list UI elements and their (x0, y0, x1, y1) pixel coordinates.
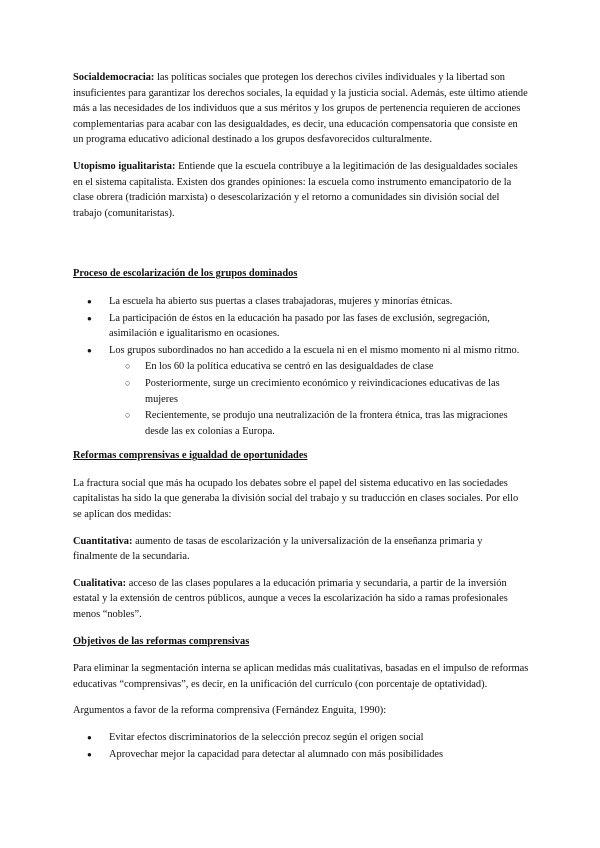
term-cualitativa: Cualitativa: (73, 577, 127, 589)
paragraph-socialdemocracia (73, 70, 529, 148)
paragraph-utopismo (73, 159, 529, 221)
text-utopismo: Entiende que la escuela contribuye a la legitimación de las desigualdades sociales en el sistema capitalista. Existen dos grandes opiniones: la escuela como instrumento emancipatorio de la clase obrera (tradición marxista) o desescolarización y el retorno a comunidades sin división social del trabajo (comunitaristas). (73, 160, 518, 219)
term-utopismo: Utopismo igualitarista: (73, 160, 176, 172)
sublist-proceso (109, 359, 529, 439)
list-item: ● La escuela ha abierto sus puertas a clases trabajadoras, mujeres y minorías étnicas. (73, 294, 529, 310)
sublist-item: ○ Posteriormente, surge un crecimiento económico y reivindicaciones educativas de las mujeres (73, 376, 529, 407)
list-item: ● La participación de éstos en la educación ha pasado por las fases de exclusión, segregación, asimilación e igualitarismo en ocasiones. (73, 311, 529, 342)
list-argumentos (73, 730, 529, 762)
list-item: ● Evitar efectos discriminatorios de la selección precoz según el origen social (73, 730, 529, 746)
paragraph-cuantitativa (73, 534, 529, 565)
paragraph-reformas-intro: La fractura social que más ha ocupado los debates sobre el papel del sistema educativo en las sociedades capitalistas ha sido la que generaba la división social del trabajo y su traducción en clases sociales. Por ello se aplican dos medidas: (73, 477, 519, 521)
text-socialdemocracia: las políticas sociales que protegen los derechos civiles individuales y la libertad son insuficientes para garantizar los derechos sociales, la equidad y la justicia social. Además, este último atiende más a las necesidades de los individuos que a sus méritos y los grupos de pertenencia requieren de acciones complementarias para acabar con las desigualdades, es decir, una educación compensatoria que consiste en un programa educativo adicional destinado a los grupos desfavorecidos culturalmente. (73, 72, 528, 146)
paragraph-objetivos-intro: Para eliminar la segmentación interna se aplican medidas más cualitativas, basadas en el impulso de reformas educativas “comprensivas”, es decir, en la unificación del currículo (con porcentaje de optatividad). (73, 663, 529, 690)
list-item-text: Los grupos subordinados no han accedido a la escuela ni en el mismo momento ni al mismo ritmo. (109, 344, 520, 356)
list-item (73, 343, 529, 440)
paragraph-argumentos: Argumentos a favor de la reforma comprensiva (Fernández Enguita, 1990): (73, 705, 387, 717)
document-body (73, 70, 529, 763)
sublist-item: ○ En los 60 la política educativa se centró en las desigualdades de clase (73, 359, 529, 375)
list-proceso (73, 294, 529, 439)
paragraph-cualitativa (73, 576, 529, 623)
heading-proceso: Proceso de escolarización de los grupos dominados (73, 268, 298, 280)
heading-reformas: Reformas comprensivas e igualdad de oportunidades (73, 450, 308, 462)
term-cuantitativa: Cuantitativa: (73, 535, 133, 547)
term-socialdemocracia: Socialdemocracia: (73, 72, 155, 83)
text-cualitativa: acceso de las clases populares a la educación primaria y secundaria, a partir de la inversión estatal y la extensión de centros públicos, aunque a veces la escolarización ha sido a ramas profesionales menos “nobles”. (73, 577, 508, 621)
heading-objetivos: Objetivos de las reformas comprensivas (73, 635, 250, 647)
list-item: ● Aprovechar mejor la capacidad para detectar al alumnado con más posibilidades (73, 747, 529, 763)
text-cuantitativa: aumento de tasas de escolarización y la universalización de la enseñanza primaria y finalmente de la secundaria. (73, 535, 483, 563)
sublist-item: ○ Recientemente, se produjo una neutralización de la frontera étnica, tras las migraciones desde las ex colonias a Europa. (73, 408, 529, 439)
